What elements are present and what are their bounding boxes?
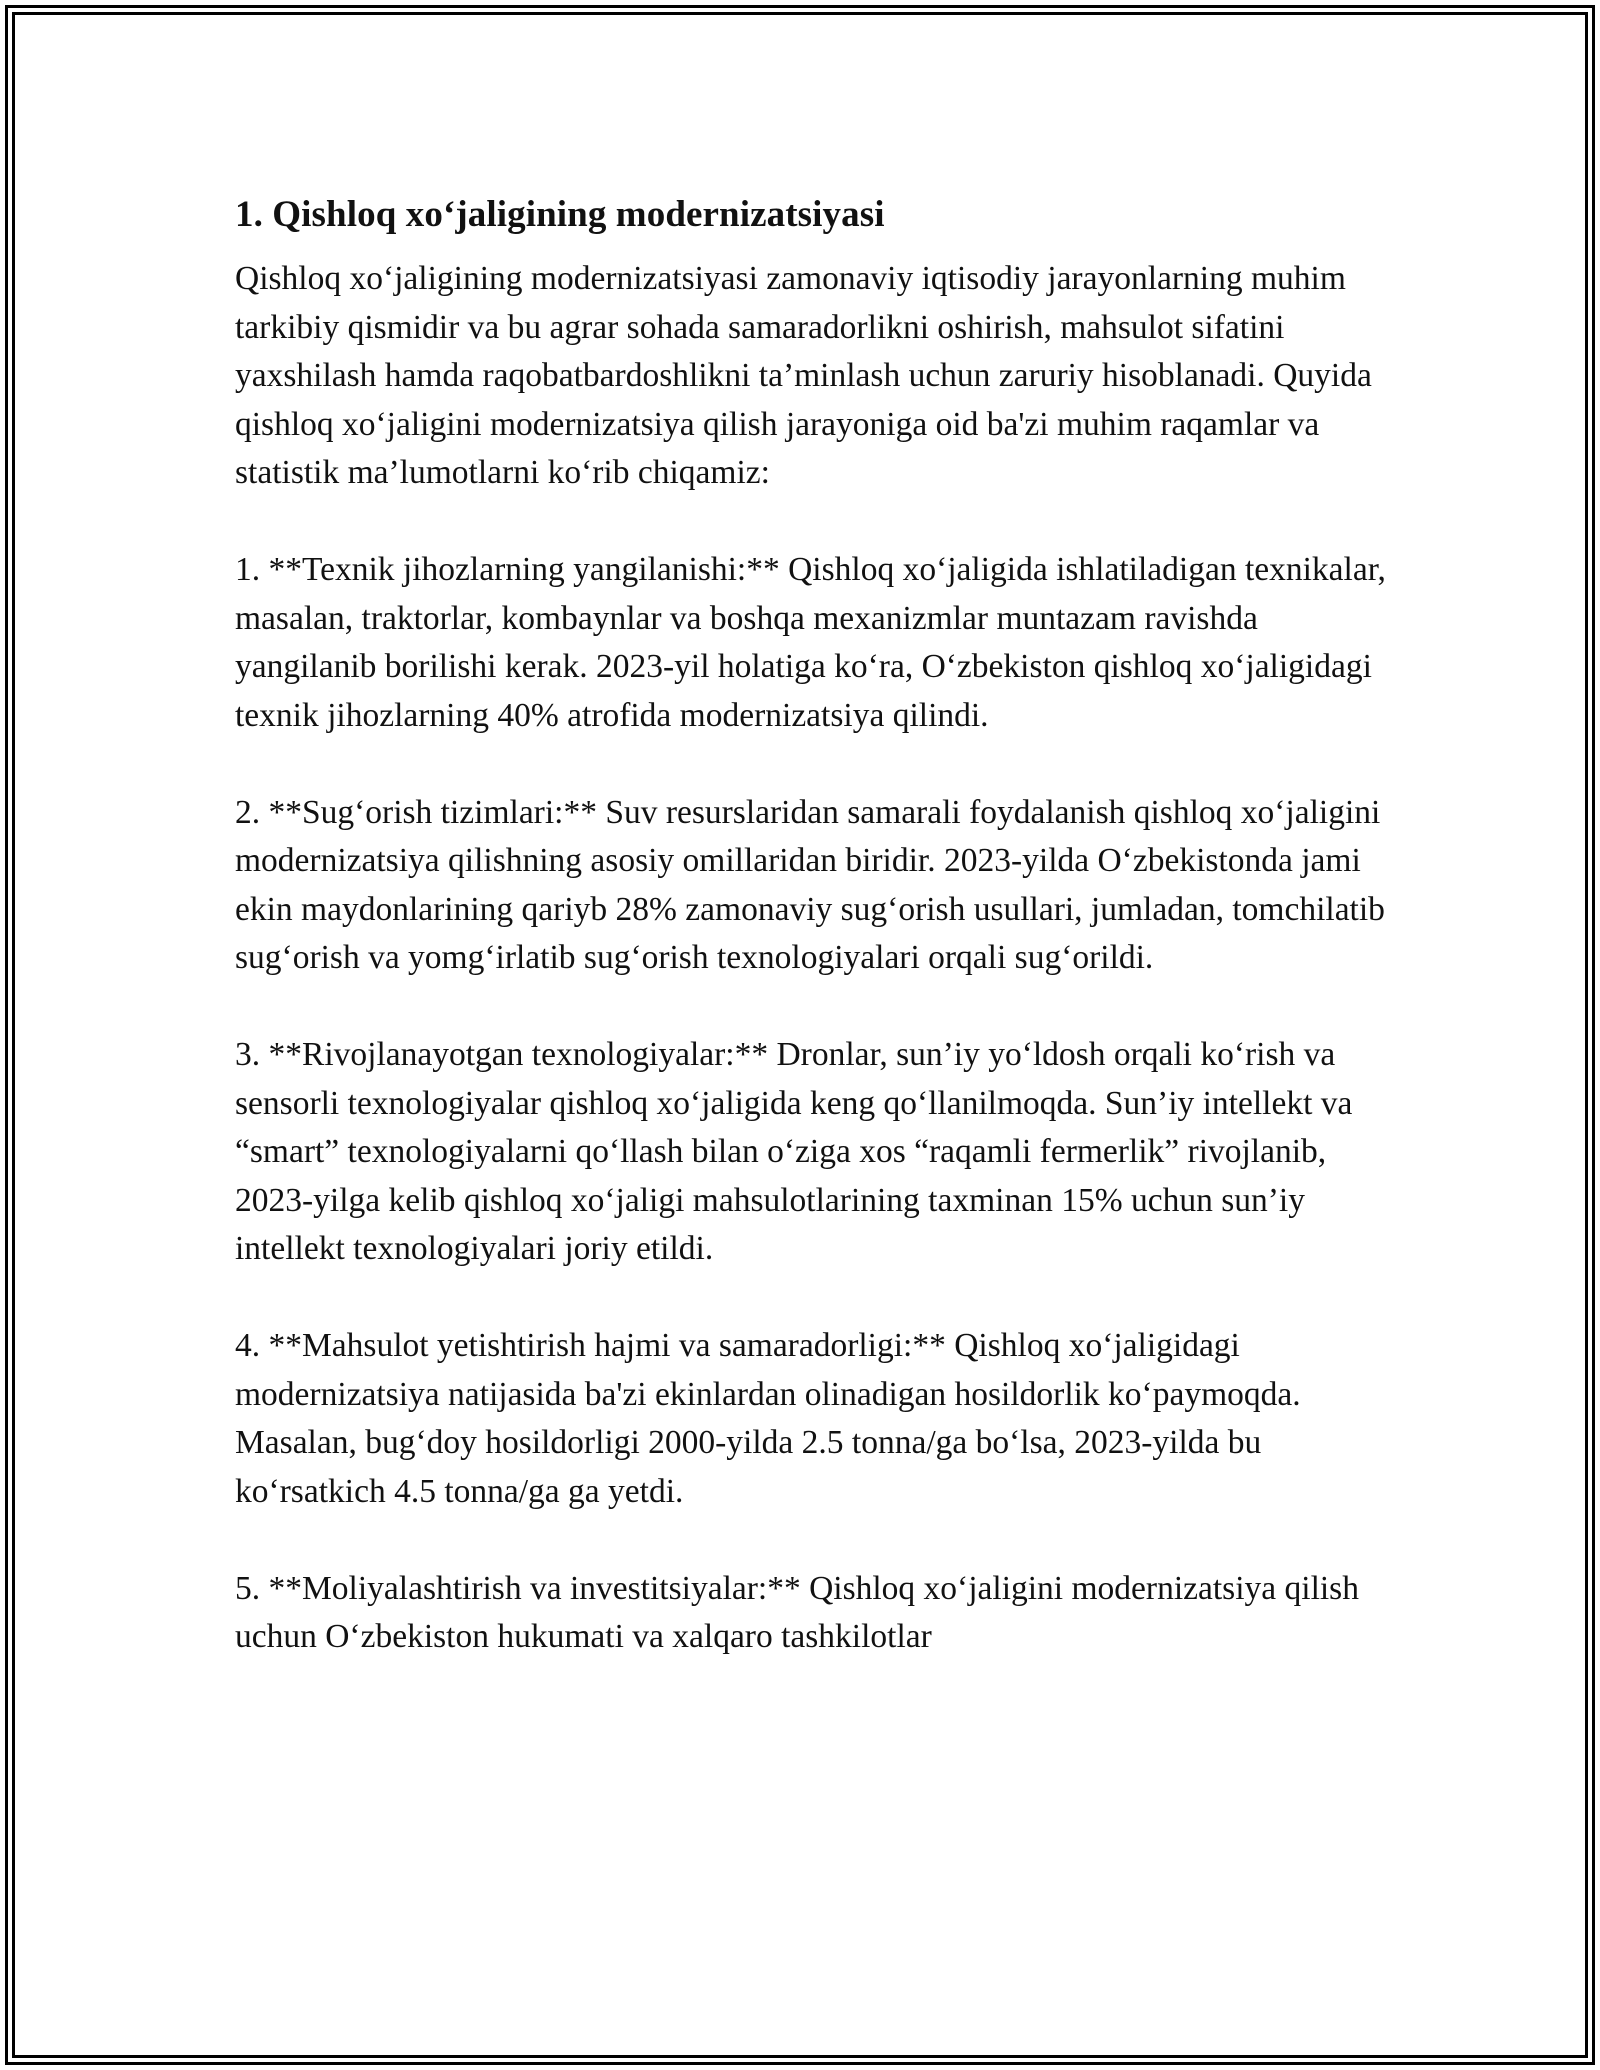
list-item-emerging-technologies: 3. **Rivojlanayotgan texnologiyalar:** Dronlar, sun’iy yo‘ldosh orqali ko‘rish va sensorli texnologiyalar qishloq xo‘jaligida keng qo‘llanilmoqda. Sun’iy intellekt va “smart” texnologiyalarni qo‘llash bilan o‘ziga xos “raqamli fermerlik” rivojlanib, 2023-yilga kelib qishloq xo‘jaligi mahsulotlarining taxminan 15% uchun sun’iy intellekt texnologiyalari joriy etildi. — [235, 1036, 1353, 1267]
section-heading: 1. Qishloq xo‘jaligining modernizatsiyasi — [235, 194, 885, 235]
list-item-financing-investments: 5. **Moliyalashtirish va investitsiyalar:** Qishloq xo‘jaligini modernizatsiya qilish uchun O‘zbekiston hukumati va xalqaro tashkilotlar — [235, 1569, 1359, 1655]
document-body — [235, 185, 1405, 1662]
list-item-irrigation-systems: 2. **Sug‘orish tizimlari:** Suv resurslaridan samarali foydalanish qishloq xo‘jaligini modernizatsiya qilishning asosiy omillaridan biridir. 2023-yilda O‘zbekistonda jami ekin maydonlarining qariyb 28% zamonaviy sug‘orish usullari, jumladan, tomchilatib sug‘orish va yomg‘irlatib sug‘orish texnologiyalari orqali sug‘orildi. — [235, 793, 1385, 976]
list-item-production-efficiency: 4. **Mahsulot yetishtirish hajmi va samaradorligi:** Qishloq xo‘jaligidagi modernizatsiya natijasida ba'zi ekinlardan olinadigan hosildorlik ko‘paymoqda. Masalan, bug‘doy hosildorligi 2000-yilda 2.5 tonna/ga bo‘lsa, 2023-yilda bu ko‘rsatkich 4.5 tonna/ga ga yetdi. — [235, 1327, 1301, 1510]
intro-paragraph: Qishloq xo‘jaligining modernizatsiyasi zamonaviy iqtisodiy jarayonlarning muhim tarkibiy qismidir va bu agrar sohada samaradorlikni oshirish, mahsulot sifatini yaxshilash hamda raqobatbardoshlikni ta’minlash uchun zaruriy hisoblanadi. Quyida qishloq xo‘jaligini modernizatsiya qilish jarayoniga oid ba'zi muhim raqamlar va statistik ma’lumotlarni ko‘rib chiqamiz: — [235, 260, 1372, 491]
list-item-technical-equipment: 1. **Texnik jihozlarning yangilanishi:** Qishloq xo‘jaligida ishlatiladigan texnikalar, masalan, traktorlar, kombaynlar va boshqa mexanizmlar muntazam ravishda yangilanib borilishi kerak. 2023-yil holatiga ko‘ra, O‘zbekiston qishloq xo‘jaligidagi texnik jihozlarning 40% atrofida modernizatsiya qilindi. — [235, 551, 1386, 734]
